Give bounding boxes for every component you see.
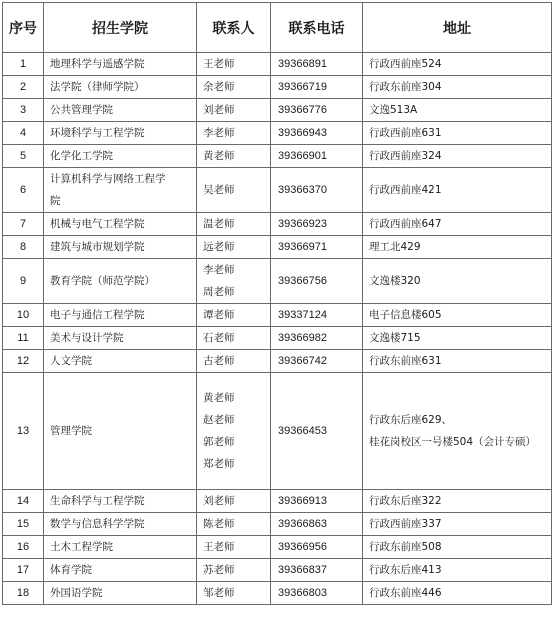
college-name: 地理科学与遥感学院 <box>50 58 145 70</box>
address-line: 桂花岗校区一号楼504（会计专硕） <box>369 436 537 448</box>
cell-address <box>363 168 552 213</box>
header-contact: 联系人 <box>197 3 271 53</box>
college-name: 电子与通信工程学院 <box>50 309 145 321</box>
table-row <box>3 327 552 350</box>
cell-phone: 39366901 <box>271 145 363 168</box>
college-name: 外国语学院 <box>50 587 103 599</box>
table-row <box>3 236 552 259</box>
college-name: 环境科学与工程学院 <box>50 127 145 139</box>
cell-college <box>44 213 197 236</box>
header-address: 地址 <box>363 3 552 53</box>
cell-address <box>363 122 552 145</box>
college-name: 建筑与城市规划学院 <box>50 241 145 253</box>
college-name: 院 <box>50 195 61 207</box>
college-name: 数学与信息科学学院 <box>50 518 145 530</box>
table-row <box>3 559 552 582</box>
cell-index: 8 <box>3 236 44 259</box>
table-row <box>3 259 552 304</box>
cell-contact <box>197 145 271 168</box>
contact-name: 赵老师 <box>203 414 235 426</box>
contact-name: 吴老师 <box>203 184 235 196</box>
cell-index: 17 <box>3 559 44 582</box>
cell-college <box>44 327 197 350</box>
contact-name: 陈老师 <box>203 518 235 530</box>
cell-college <box>44 304 197 327</box>
cell-contact <box>197 513 271 536</box>
table-row <box>3 350 552 373</box>
cell-address <box>363 213 552 236</box>
contact-name: 苏老师 <box>203 564 235 576</box>
contact-name: 古老师 <box>203 355 235 367</box>
address-line: 行政东前座446 <box>369 587 442 599</box>
cell-contact <box>197 304 271 327</box>
cell-address <box>363 373 552 490</box>
cell-address <box>363 304 552 327</box>
cell-college <box>44 53 197 76</box>
address-line: 文逸楼320 <box>369 275 421 287</box>
cell-phone: 39366756 <box>271 259 363 304</box>
cell-contact <box>197 582 271 605</box>
address-line: 行政西前座337 <box>369 518 442 530</box>
cell-college <box>44 513 197 536</box>
cell-phone: 39366803 <box>271 582 363 605</box>
table-row <box>3 304 552 327</box>
cell-phone: 39366719 <box>271 76 363 99</box>
college-name: 计算机科学与网络工程学 <box>50 173 166 185</box>
cell-index: 11 <box>3 327 44 350</box>
cell-address <box>363 559 552 582</box>
address-line: 文逸楼715 <box>369 332 421 344</box>
table-row <box>3 213 552 236</box>
contact-name: 郭老师 <box>203 436 235 448</box>
college-name: 土木工程学院 <box>50 541 113 553</box>
header-index: 序号 <box>3 3 44 53</box>
table-row <box>3 582 552 605</box>
contact-name: 黄老师 <box>203 150 235 162</box>
cell-address <box>363 236 552 259</box>
table-body <box>3 53 552 605</box>
cell-contact <box>197 490 271 513</box>
contact-name: 温老师 <box>203 218 235 230</box>
cell-phone: 39366956 <box>271 536 363 559</box>
cell-college <box>44 490 197 513</box>
table-row <box>3 76 552 99</box>
address-line: 行政东后座629、 <box>369 414 453 426</box>
college-name: 管理学院 <box>50 425 92 437</box>
cell-college <box>44 236 197 259</box>
cell-index: 5 <box>3 145 44 168</box>
cell-address <box>363 327 552 350</box>
contact-name: 黄老师 <box>203 392 235 404</box>
table-row <box>3 490 552 513</box>
cell-index: 12 <box>3 350 44 373</box>
address-line: 理工北429 <box>369 241 421 253</box>
college-name: 机械与电气工程学院 <box>50 218 145 230</box>
cell-index: 16 <box>3 536 44 559</box>
cell-phone: 39366776 <box>271 99 363 122</box>
contact-name: 余老师 <box>203 81 235 93</box>
cell-college <box>44 559 197 582</box>
cell-address <box>363 76 552 99</box>
cell-phone: 39337124 <box>271 304 363 327</box>
contact-name: 石老师 <box>203 332 235 344</box>
address-line: 行政西前座324 <box>369 150 442 162</box>
address-line: 行政东前座508 <box>369 541 442 553</box>
cell-contact <box>197 259 271 304</box>
address-line: 行政东后座322 <box>369 495 442 507</box>
cell-address <box>363 145 552 168</box>
cell-index: 4 <box>3 122 44 145</box>
address-line: 行政西前座647 <box>369 218 442 230</box>
header-college: 招生学院 <box>44 3 197 53</box>
cell-phone: 39366891 <box>271 53 363 76</box>
cell-index: 18 <box>3 582 44 605</box>
table-row <box>3 99 552 122</box>
college-name: 化学化工学院 <box>50 150 113 162</box>
college-name: 生命科学与工程学院 <box>50 495 145 507</box>
college-name: 体育学院 <box>50 564 92 576</box>
cell-college <box>44 99 197 122</box>
address-line: 文逸513A <box>369 104 418 116</box>
contact-name: 王老师 <box>203 58 235 70</box>
cell-college <box>44 145 197 168</box>
cell-address <box>363 490 552 513</box>
cell-contact <box>197 53 271 76</box>
cell-college <box>44 373 197 490</box>
college-name: 人文学院 <box>50 355 92 367</box>
cell-address <box>363 99 552 122</box>
cell-phone: 39366913 <box>271 490 363 513</box>
cell-phone: 39366971 <box>271 236 363 259</box>
cell-college <box>44 122 197 145</box>
cell-contact <box>197 350 271 373</box>
college-name: 法学院（律师学院） <box>50 81 145 93</box>
cell-college <box>44 76 197 99</box>
table-row <box>3 513 552 536</box>
address-line: 行政西前座421 <box>369 184 442 196</box>
contact-name: 周老师 <box>203 286 235 298</box>
cell-address <box>363 53 552 76</box>
cell-college <box>44 350 197 373</box>
header-phone: 联系电话 <box>271 3 363 53</box>
cell-index: 10 <box>3 304 44 327</box>
cell-contact <box>197 236 271 259</box>
address-line: 电子信息楼605 <box>369 309 442 321</box>
cell-phone: 39366923 <box>271 213 363 236</box>
table-row <box>3 536 552 559</box>
cell-college <box>44 536 197 559</box>
cell-phone: 39366943 <box>271 122 363 145</box>
cell-address <box>363 536 552 559</box>
college-name: 教育学院（师范学院） <box>50 275 155 287</box>
cell-contact <box>197 327 271 350</box>
cell-phone: 39366863 <box>271 513 363 536</box>
cell-contact <box>197 373 271 490</box>
cell-index: 2 <box>3 76 44 99</box>
college-name: 美术与设计学院 <box>50 332 124 344</box>
cell-index: 6 <box>3 168 44 213</box>
table-row <box>3 373 552 490</box>
contact-name: 李老师 <box>203 127 235 139</box>
cell-contact <box>197 213 271 236</box>
table-row <box>3 168 552 213</box>
cell-phone: 39366982 <box>271 327 363 350</box>
cell-college <box>44 582 197 605</box>
cell-address <box>363 259 552 304</box>
contact-name: 李老师 <box>203 264 235 276</box>
contact-name: 刘老师 <box>203 104 235 116</box>
address-line: 行政东后座413 <box>369 564 442 576</box>
cell-address <box>363 350 552 373</box>
address-line: 行政西前座631 <box>369 127 442 139</box>
table-row <box>3 53 552 76</box>
contact-name: 郑老师 <box>203 458 235 470</box>
contact-name: 谭老师 <box>203 309 235 321</box>
cell-contact <box>197 559 271 582</box>
cell-index: 14 <box>3 490 44 513</box>
cell-index: 1 <box>3 53 44 76</box>
cell-phone: 39366742 <box>271 350 363 373</box>
cell-contact <box>197 168 271 213</box>
table-row <box>3 122 552 145</box>
cell-phone: 39366837 <box>271 559 363 582</box>
address-line: 行政东前座304 <box>369 81 442 93</box>
cell-index: 3 <box>3 99 44 122</box>
college-name: 公共管理学院 <box>50 104 113 116</box>
cell-index: 9 <box>3 259 44 304</box>
contact-name: 刘老师 <box>203 495 235 507</box>
admissions-contact-table <box>2 2 552 605</box>
cell-contact <box>197 536 271 559</box>
cell-contact <box>197 99 271 122</box>
cell-contact <box>197 76 271 99</box>
cell-address <box>363 582 552 605</box>
address-line: 行政东前座631 <box>369 355 442 367</box>
cell-college <box>44 259 197 304</box>
cell-college <box>44 168 197 213</box>
contact-name: 远老师 <box>203 241 235 253</box>
cell-index: 13 <box>3 373 44 490</box>
contact-name: 邹老师 <box>203 587 235 599</box>
address-line: 行政西前座524 <box>369 58 442 70</box>
cell-phone: 39366370 <box>271 168 363 213</box>
table-row <box>3 145 552 168</box>
table-header <box>3 3 552 53</box>
cell-contact <box>197 122 271 145</box>
cell-phone: 39366453 <box>271 373 363 490</box>
header-row <box>3 3 552 53</box>
cell-index: 7 <box>3 213 44 236</box>
contact-name: 王老师 <box>203 541 235 553</box>
cell-index: 15 <box>3 513 44 536</box>
cell-address <box>363 513 552 536</box>
